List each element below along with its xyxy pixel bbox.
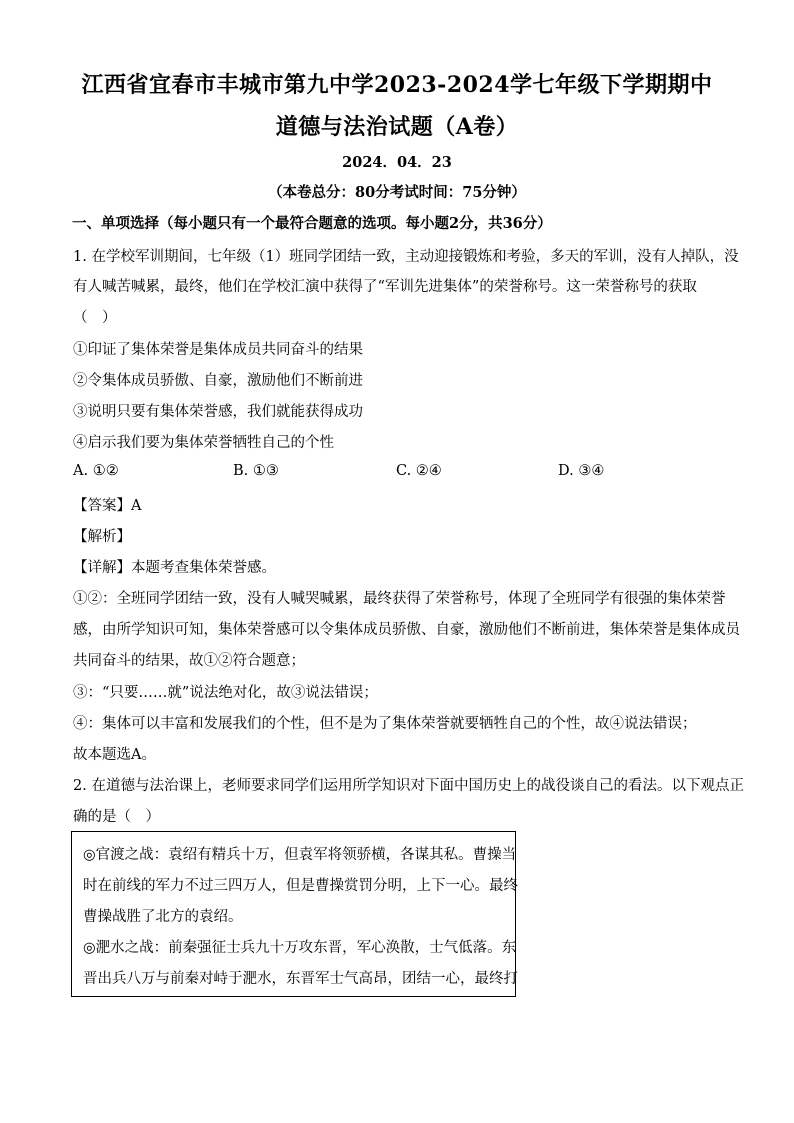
q1-item-4: ④启示我们要为集体荣誉牺牲自己的个性 bbox=[73, 435, 334, 451]
answer-label: 【答案】 bbox=[73, 498, 131, 514]
box-line-4: ◎淝水之战：前秦强征士兵九十万攻东晋，军心涣散，士气低落。东 bbox=[83, 940, 517, 956]
q1-option-d: D. ③④ bbox=[558, 463, 605, 479]
q1-explanation-1-line2: 感，由所学知识可知，集体荣誉感可以令集体成员骄傲、自豪，激励他们不断前进，集体荣誉是集体成员 bbox=[73, 622, 740, 638]
q1-item-1: ①印证了集体荣誉是集体成员共同奋斗的结果 bbox=[73, 342, 363, 358]
q1-item-2: ②令集体成员骄傲、自豪，激励他们不断前进 bbox=[73, 373, 363, 389]
answer-value: A bbox=[131, 498, 142, 514]
section-heading: 一、单项选择（每小题只有一个最符合题意的选项。每小题2分，共36分） bbox=[72, 215, 552, 232]
q1-item-3: ③说明只要有集体荣誉感，我们就能获得成功 bbox=[73, 404, 363, 420]
document-title-line2: 道德与法治试题（A卷） bbox=[275, 114, 519, 140]
q1-explanation-1-line1: ①②：全班同学团结一致，没有人喊哭喊累，最终获得了荣誉称号，体现了全班同学有很强的集体荣誉 bbox=[73, 591, 726, 607]
q2-stem-line1: 2. 在道德与法治课上，老师要求同学们运用所学知识对下面中国历史上的战役谈自己的看法。以下观点正 bbox=[73, 778, 744, 794]
q1-option-c: C. ②④ bbox=[396, 463, 442, 479]
q1-stem-line3: （ ） bbox=[73, 310, 117, 326]
q1-analysis-label: 【解析】 bbox=[73, 529, 131, 545]
q1-answer bbox=[73, 494, 141, 515]
detail-text: 本题考查集体荣誉感。 bbox=[131, 560, 276, 576]
q1-explanation-3: ④：集体可以丰富和发展我们的个性，但不是为了集体荣誉就要牺牲自己的个性，故④说法错误； bbox=[73, 716, 697, 732]
q1-stem-line2: 有人喊苦喊累，最终，他们在学校汇演中获得了“军训先进集体”的荣誉称号。这一荣誉称号的获取 bbox=[73, 279, 697, 295]
box-line-1: ◎官渡之战：袁绍有精兵十万，但袁军将领骄横，各谋其私。曹操当 bbox=[83, 847, 517, 863]
box-line-3: 曹操战胜了北方的袁绍。 bbox=[83, 909, 243, 925]
detail-label: 【详解】 bbox=[73, 560, 131, 576]
q1-explanation-1-line3: 共同奋斗的结果，故①②符合题意； bbox=[73, 653, 305, 669]
q1-option-a: A. ①② bbox=[73, 463, 119, 479]
q1-stem-line1: 1. 在学校军训期间，七年级（1）班同学团结一致，主动迎接锻炼和考验，多天的军训，没有人掉队，没 bbox=[73, 249, 739, 265]
q1-conclusion: 故本题选A。 bbox=[73, 747, 156, 763]
q1-detail bbox=[73, 556, 276, 577]
box-line-5: 晋出兵八万与前秦对峙于淝水，东晋军士气高昂，团结一心，最终打 bbox=[83, 971, 518, 987]
q1-option-b: B. ①③ bbox=[233, 463, 279, 479]
box-line-2: 时在前线的军力不过三四万人，但是曹操赏罚分明，上下一心。最终 bbox=[83, 878, 518, 894]
q2-stem-line2: 确的是（ ） bbox=[73, 809, 160, 825]
document-title-line1: 江西省宜春市丰城市第九中学2023-2024学七年级下学期期中 bbox=[81, 72, 713, 98]
exam-info: （本卷总分：80分考试时间：75分钟） bbox=[268, 184, 526, 201]
exam-date: 2024．04．23 bbox=[342, 154, 452, 171]
q1-explanation-2: ③：“只要……就”说法绝对化，故③说法错误； bbox=[73, 685, 378, 701]
q2-material-box bbox=[71, 831, 516, 997]
